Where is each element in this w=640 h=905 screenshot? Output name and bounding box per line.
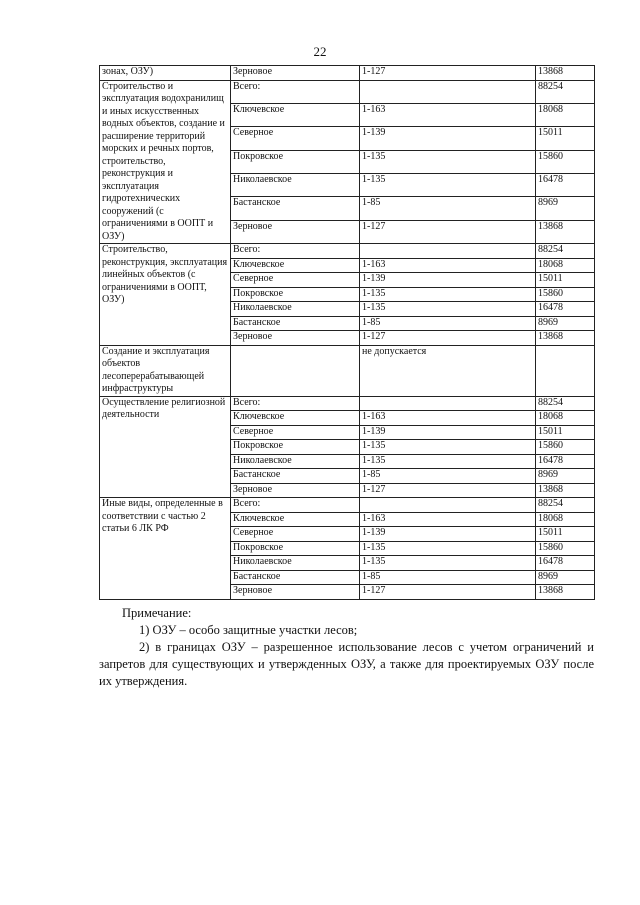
quarters-cell bbox=[360, 244, 536, 259]
forestry-cell: Зерновое bbox=[231, 331, 360, 346]
quarters-cell: 1-135 bbox=[360, 302, 536, 317]
forestry-cell: Всего: bbox=[231, 80, 360, 103]
activity-cell: зонах, ОЗУ) bbox=[100, 66, 231, 81]
quarters-cell: 1-139 bbox=[360, 425, 536, 440]
area-cell: 8969 bbox=[536, 197, 595, 220]
area-cell: 18068 bbox=[536, 411, 595, 426]
forestry-cell: Северное bbox=[231, 127, 360, 150]
quarters-cell: 1-135 bbox=[360, 287, 536, 302]
forestry-cell: Северное bbox=[231, 425, 360, 440]
activity-cell: Осуществление религиозной деятельности bbox=[100, 396, 231, 498]
table-row bbox=[100, 66, 595, 81]
area-cell: 8969 bbox=[536, 469, 595, 484]
forestry-cell: Ключевское bbox=[231, 411, 360, 426]
area-cell: 13868 bbox=[536, 66, 595, 81]
area-cell: 15860 bbox=[536, 541, 595, 556]
page-number: 22 bbox=[313, 44, 327, 59]
forestry-cell: Зерновое bbox=[231, 220, 360, 243]
area-cell: 88254 bbox=[536, 244, 595, 259]
forestry-cell: Покровское bbox=[231, 287, 360, 302]
forestry-cell: Ключевское bbox=[231, 258, 360, 273]
forestry-cell: Всего: bbox=[231, 244, 360, 259]
quarters-cell: 1-135 bbox=[360, 556, 536, 571]
quarters-cell: 1-85 bbox=[360, 570, 536, 585]
quarters-cell: 1-85 bbox=[360, 197, 536, 220]
area-cell: 15860 bbox=[536, 440, 595, 455]
quarters-cell: 1-163 bbox=[360, 258, 536, 273]
quarters-cell: 1-127 bbox=[360, 585, 536, 600]
area-cell: 18068 bbox=[536, 258, 595, 273]
quarters-cell: 1-127 bbox=[360, 66, 536, 81]
area-cell: 15860 bbox=[536, 150, 595, 173]
area-cell: 18068 bbox=[536, 512, 595, 527]
forestry-cell: Бастанское bbox=[231, 197, 360, 220]
forest-use-table bbox=[99, 65, 595, 600]
area-cell: 16478 bbox=[536, 556, 595, 571]
quarters-cell: 1-85 bbox=[360, 316, 536, 331]
quarters-cell: 1-135 bbox=[360, 150, 536, 173]
table-row bbox=[100, 345, 595, 396]
activity-cell: Иные виды, определенные в соответствии с частью 2 статьи 6 ЛК РФ bbox=[100, 498, 231, 600]
notes-section bbox=[99, 605, 594, 690]
area-cell: 16478 bbox=[536, 302, 595, 317]
area-cell: 88254 bbox=[536, 80, 595, 103]
forestry-cell: Бастанское bbox=[231, 570, 360, 585]
quarters-cell: 1-135 bbox=[360, 541, 536, 556]
activity-cell: Создание и эксплуатация объектов лесоперерабатывающей инфраструктуры bbox=[100, 345, 231, 396]
note-item-2: 2) в границах ОЗУ – разрешенное использование лесов с учетом ограничений и запретов для существующих и утвержденных ОЗУ, а также для проектируемых ОЗУ после их утверждения. bbox=[99, 640, 594, 688]
quarters-cell: 1-135 bbox=[360, 440, 536, 455]
area-cell: 15011 bbox=[536, 527, 595, 542]
area-cell: 15860 bbox=[536, 287, 595, 302]
area-cell: 15011 bbox=[536, 425, 595, 440]
quarters-cell: 1-127 bbox=[360, 483, 536, 498]
forestry-cell: Всего: bbox=[231, 396, 360, 411]
quarters-cell: 1-135 bbox=[360, 173, 536, 196]
area-cell: 13868 bbox=[536, 220, 595, 243]
area-cell: 16478 bbox=[536, 454, 595, 469]
table-row bbox=[100, 498, 595, 513]
forestry-cell: Бастанское bbox=[231, 316, 360, 331]
area-cell: 15011 bbox=[536, 127, 595, 150]
forestry-cell: Ключевское bbox=[231, 512, 360, 527]
forestry-cell: Николаевское bbox=[231, 556, 360, 571]
area-cell: 16478 bbox=[536, 173, 595, 196]
area-cell: 8969 bbox=[536, 570, 595, 585]
area-cell bbox=[536, 345, 595, 396]
note-item-1: 1) ОЗУ – особо защитные участки лесов; bbox=[139, 623, 358, 637]
forestry-cell: Покровское bbox=[231, 440, 360, 455]
quarters-cell: 1-85 bbox=[360, 469, 536, 484]
quarters-cell: 1-139 bbox=[360, 273, 536, 288]
forestry-cell: Всего: bbox=[231, 498, 360, 513]
quarters-cell: не допускается bbox=[360, 345, 536, 396]
quarters-cell: 1-135 bbox=[360, 454, 536, 469]
forestry-cell: Зерновое bbox=[231, 66, 360, 81]
area-cell: 18068 bbox=[536, 103, 595, 126]
quarters-cell: 1-163 bbox=[360, 103, 536, 126]
quarters-cell: 1-127 bbox=[360, 331, 536, 346]
quarters-cell: 1-139 bbox=[360, 527, 536, 542]
quarters-cell bbox=[360, 396, 536, 411]
forestry-cell: Николаевское bbox=[231, 302, 360, 317]
area-cell: 13868 bbox=[536, 585, 595, 600]
activity-cell: Строительство, реконструкция, эксплуатация линейных объектов (с ограничениями в ООПТ, ОЗУ) bbox=[100, 244, 231, 346]
forestry-cell: Николаевское bbox=[231, 173, 360, 196]
forestry-cell: Покровское bbox=[231, 541, 360, 556]
forestry-cell bbox=[231, 345, 360, 396]
quarters-cell: 1-163 bbox=[360, 512, 536, 527]
table-row bbox=[100, 396, 595, 411]
quarters-cell bbox=[360, 498, 536, 513]
quarters-cell bbox=[360, 80, 536, 103]
table-body bbox=[100, 66, 595, 600]
area-cell: 15011 bbox=[536, 273, 595, 288]
forestry-cell: Ключевское bbox=[231, 103, 360, 126]
area-cell: 8969 bbox=[536, 316, 595, 331]
table-row bbox=[100, 244, 595, 259]
activity-cell: Строительство и эксплуатация водохранилищ и иных искусственных водных объектов, создание и расширение территорий морских и речных портов, строительство, реконструкция и эксплуатация гидротехнических сооружений (с ограничениями в ООПТ и ОЗУ) bbox=[100, 80, 231, 244]
quarters-cell: 1-163 bbox=[360, 411, 536, 426]
quarters-cell: 1-139 bbox=[360, 127, 536, 150]
forestry-cell: Северное bbox=[231, 273, 360, 288]
forestry-cell: Зерновое bbox=[231, 483, 360, 498]
forestry-cell: Зерновое bbox=[231, 585, 360, 600]
area-cell: 88254 bbox=[536, 396, 595, 411]
forestry-cell: Николаевское bbox=[231, 454, 360, 469]
forestry-cell: Покровское bbox=[231, 150, 360, 173]
forestry-cell: Северное bbox=[231, 527, 360, 542]
area-cell: 13868 bbox=[536, 483, 595, 498]
quarters-cell: 1-127 bbox=[360, 220, 536, 243]
forestry-cell: Бастанское bbox=[231, 469, 360, 484]
area-cell: 88254 bbox=[536, 498, 595, 513]
notes-title: Примечание: bbox=[122, 606, 192, 620]
area-cell: 13868 bbox=[536, 331, 595, 346]
table-row bbox=[100, 80, 595, 103]
